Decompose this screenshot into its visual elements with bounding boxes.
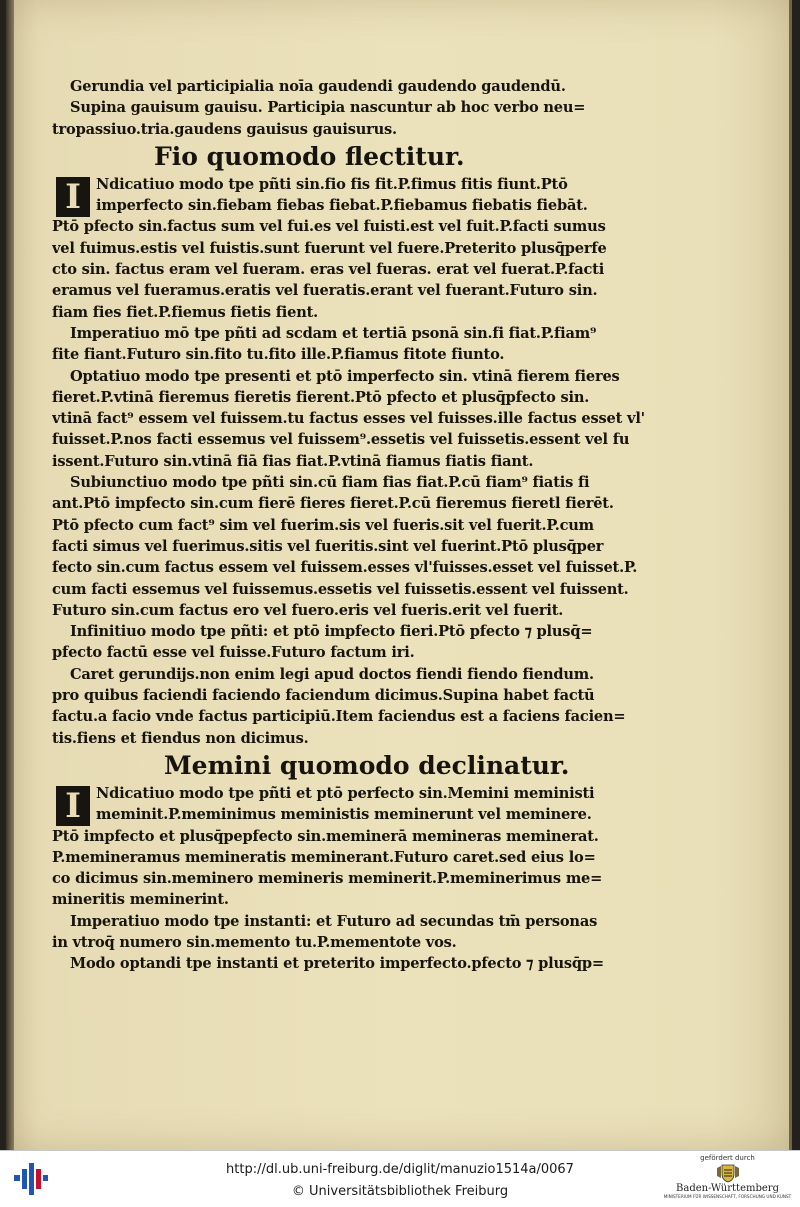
text-line: pfecto factū esse vel fuisse.Futuro factum iri. bbox=[52, 644, 415, 662]
copyright-text: © Universitätsbibliothek Freiburg bbox=[291, 1184, 509, 1199]
text-line: fecto sin.cum factus essem vel fuissem.esses vl'fuisses.esset vel fuisset.P. bbox=[52, 559, 638, 577]
text-line: in vtroq̄ numero sin.memento tu.P.mementote vos. bbox=[52, 933, 457, 951]
section-heading: Fio quomodo flectitur. bbox=[154, 141, 465, 171]
page-gutter-shadow bbox=[6, 0, 14, 1150]
text-line: vel fuimus.estis vel fuistis.sunt fuerunt vel fuere.Preterito plusq̄perfe bbox=[52, 239, 607, 257]
section-fio bbox=[52, 174, 652, 749]
text-line: facti simus vel fuerimus.sitis vel fueritis.sint vel fuerint.Ptō plusq̄per bbox=[52, 537, 604, 555]
text-line: ant.Ptō impfecto sin.cum fierē fieres fieret.P.cū fieremus fieretl fierēt. bbox=[52, 495, 614, 513]
text-line: Ndicatiuo modo tpe pñti sin.fio fis fit.P.fimus fitis fiunt.Ptō bbox=[96, 175, 568, 193]
text-line: fite fiant.Futuro sin.fito tu.fito ille.P.fiamus fitote fiunto. bbox=[52, 346, 505, 364]
text-line: eramus vel fueramus.eratis vel fueratis.erant vel fuerant.Futuro sin. bbox=[52, 282, 598, 300]
text-line: Gerundia vel participialia noīa gaudendi gaudendo gaudendū. bbox=[70, 78, 566, 95]
text-line: Ptō pfecto sin.factus sum vel fui.es vel fuisti.est vel fuit.P.facti sumus bbox=[52, 218, 606, 236]
text-line: tis.fiens et fiendus non dicimus. bbox=[52, 729, 309, 747]
text-line: Subiunctiuo modo tpe pñti sin.cū fiam fias fiat.P.cū fiam⁹ fiatis fi bbox=[70, 474, 590, 492]
text-line: Imperatiuo modo tpe instanti: et Futuro ad secundas tm̄ personas bbox=[70, 912, 598, 930]
paragraph-gaudeo-end bbox=[52, 76, 652, 140]
page-edge bbox=[789, 0, 792, 1150]
text-line: Caret gerundijs.non enim legi apud doctos fiendi fiendo fiendum. bbox=[70, 665, 594, 683]
drop-cap: I bbox=[56, 177, 90, 217]
text-line: fuisset.P.nos facti essemus vel fuissem⁹.essetis vel fuissetis.essent vel fu bbox=[52, 431, 630, 449]
text-line: fiam fies fiet.P.fiemus fietis fient. bbox=[52, 303, 319, 321]
permalink-url-link[interactable]: http://dl.ub.uni-freiburg.de/diglit/manuzio1514a/0067 bbox=[226, 1162, 574, 1177]
footer-bar bbox=[0, 1150, 800, 1207]
text-line: co dicimus sin.meminero memineris meminerit.P.meminerimus me= bbox=[52, 870, 603, 888]
text-line: P.memineramus memineratis meminerant.Futuro caret.sed eius lo= bbox=[52, 848, 596, 866]
page-text-block bbox=[52, 76, 652, 975]
scanned-page bbox=[6, 0, 792, 1150]
text-line: cum facti essemus vel fuissemus.essetis vel fuissetis.essent vel fuissent. bbox=[52, 580, 629, 598]
text-line: imperfecto sin.fiebam fiebas fiebat.P.fiebamus fiebatis fiebāt. bbox=[96, 197, 588, 215]
text-line: Ptō impfecto et plusq̄pepfecto sin.meminerā memineras meminerat. bbox=[52, 827, 599, 845]
coat-of-arms-icon bbox=[715, 1163, 741, 1183]
text-line: factu.a facio vnde factus participiū.Item faciendus est a faciens facien= bbox=[52, 708, 626, 726]
text-line: issent.Futuro sin.vtinā fiā fias fiat.P.vtinā fiamus fiatis fiant. bbox=[52, 452, 534, 470]
funder-ministry: MINISTERIUM FÜR WISSENSCHAFT, FORSCHUNG UND KUNST bbox=[663, 1194, 792, 1199]
text-line: tropassiuo.tria.gaudens gauisus gauisurus. bbox=[52, 120, 397, 138]
text-line: mineritis meminerint. bbox=[52, 891, 229, 909]
text-line: meminit.P.meminimus meministis meminerunt vel meminere. bbox=[96, 806, 592, 824]
text-line: Modo optandi tpe instanti et preterito imperfecto.pfecto ⁊ plusq̄p= bbox=[70, 955, 604, 973]
section-heading: Memini quomodo declinatur. bbox=[164, 750, 570, 780]
funder-block bbox=[660, 1154, 795, 1206]
text-line: Ndicatiuo modo tpe pñti et ptō perfecto sin.Memini meministi bbox=[96, 784, 595, 802]
text-line: Ptō pfecto cum fact⁹ sim vel fuerim.sis vel fueris.sit vel fuerit.P.cum bbox=[52, 516, 594, 534]
text-line: Futuro sin.cum factus ero vel fuero.eris vel fueris.erit vel fuerit. bbox=[52, 601, 564, 619]
text-line: Optatiuo modo tpe presenti et ptō imperfecto sin. vtinā fierem fieres bbox=[70, 367, 620, 385]
drop-cap: I bbox=[56, 786, 90, 826]
text-line: Supina gauisum gauisu. Participia nascuntur ab hoc verbo neu= bbox=[70, 99, 586, 117]
funder-label: gefördert durch bbox=[700, 1154, 755, 1162]
text-line: cto sin. factus eram vel fueram. eras vel fueras. erat vel fuerat.P.facti bbox=[52, 261, 605, 279]
text-line: vtinā fact⁹ essem vel fuissem.tu factus esses vel fuisses.ille factus esset vl' bbox=[52, 410, 645, 428]
text-line: fieret.P.vtinā fieremus fieretis fierent.Ptō pfecto et plusq̄pfecto sin. bbox=[52, 388, 590, 406]
section-memini bbox=[52, 783, 652, 975]
text-line: Imperatiuo mō tpe pñti ad scdam et tertiā psonā sin.fi fiat.P.fiam⁹ bbox=[70, 324, 597, 342]
text-line: pro quibus faciendi faciendo faciendum dicimus.Supina habet factū bbox=[52, 687, 595, 705]
text-line: Infinitiuo modo tpe pñti: et ptō impfecto fieri.Ptō pfecto ⁊ plusq̄= bbox=[70, 623, 593, 641]
funder-name: Baden-Württemberg bbox=[676, 1183, 779, 1194]
